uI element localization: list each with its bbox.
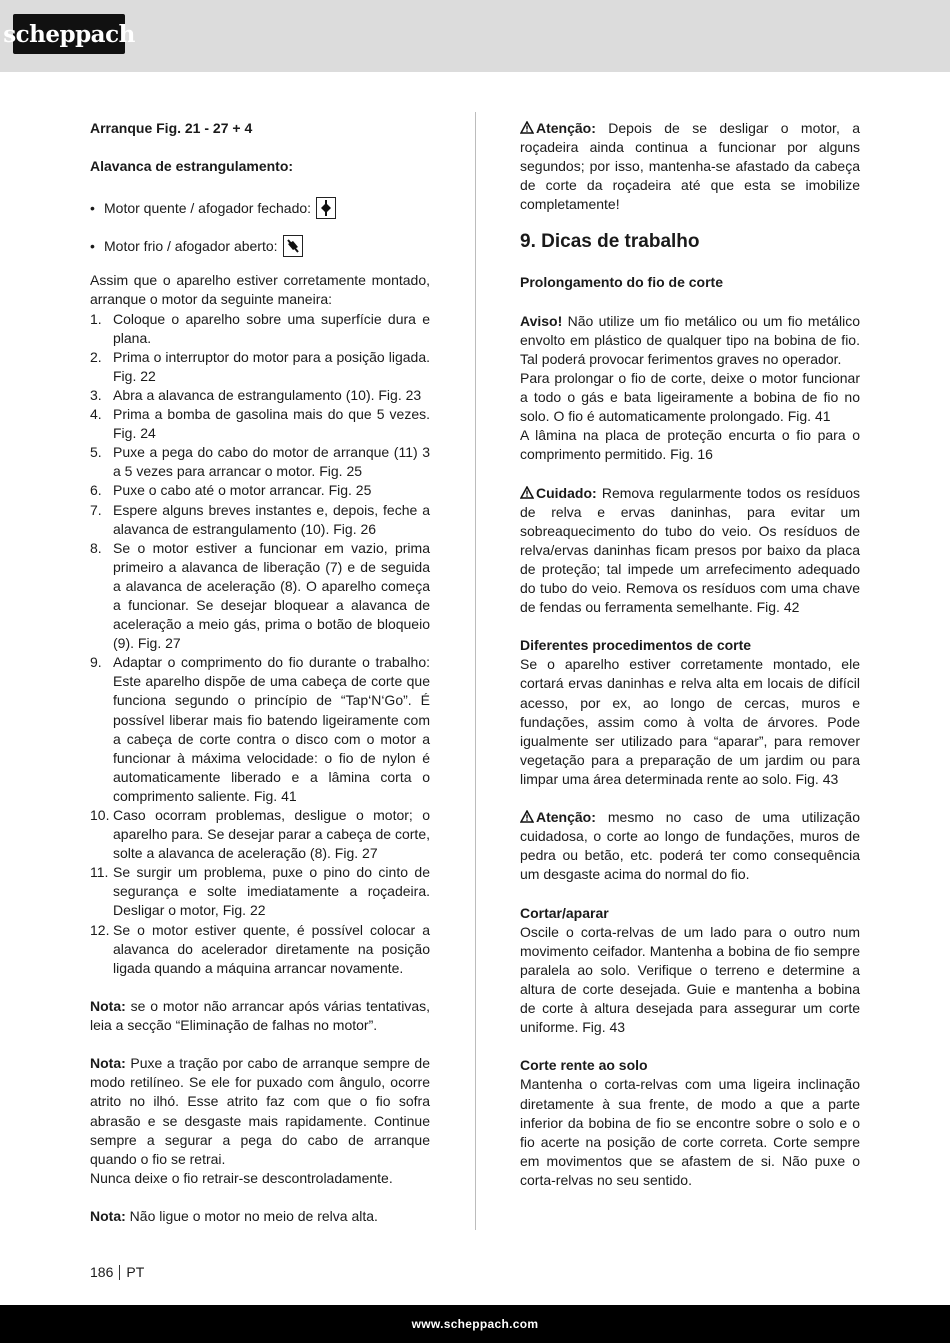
column-divider — [475, 112, 476, 1230]
bullet-cold-label: Motor frio / afogador aberto: — [104, 237, 278, 254]
left-column — [90, 119, 430, 1226]
ground-cut-text: Mantenha o corta-relvas com uma ligeira inclinação diretamente à sua frente, de modo a que a parte inferior da bobina de fio se encontre sobre o solo e o fio acerte na posição de corte correta. Corte sempre em movimentos que se afastem de si. Não puxe o corta-relvas no seu sentido. — [520, 1076, 860, 1188]
list-item: 12. Se o motor estiver quente, é possível colocar a alavanca do acelerador diretamente na posição ligada quando a máquina arrancar novamente. — [90, 921, 430, 976]
list-item: 1. Coloque o aparelho sobre uma superfície dura e plana. — [90, 310, 430, 346]
heading-choke: Alavanca de estrangulamento: — [90, 158, 294, 175]
right-column — [520, 119, 860, 1190]
warning-triangle-icon — [520, 121, 534, 134]
bullet-warm-label: Motor quente / afogador fechado: — [104, 199, 312, 216]
extension-text: Para prolongar o fio de corte, deixe o motor funcionar a todo o gás e bata ligeiramente a bobina de fio no solo. O fio é automaticamente prolongado. Fig. 41 — [520, 369, 860, 425]
website-url: www.scheppach.com — [411, 1317, 539, 1331]
attention-wear: Atenção: mesmo no caso de uma utilização cuidadosa, o corte ao longo de fundações, muros de pedra ou betão, etc. poderá ter como consequência um desgaste acima do normal do fio. — [520, 809, 860, 883]
list-item: 2. Prima o interruptor do motor para a posição ligada. Fig. 22 — [90, 348, 430, 384]
trim-text: Oscile o corta-relvas de um lado para o outro num movimento ceifador. Mantenha a bobina de fio sempre paralela ao solo. Verifique o terreno e determine a altura de corte desejada. Guie e mantenha a bobina de corte à altura desejada para assegurar um corte uniforme. Fig. 43 — [520, 923, 860, 1036]
note-pull-cord: Nota: Puxe a tração por cabo de arranque sempre de modo retilíneo. Se ele for puxado com ângulo, ocorre atrito no ilhó. Esse atrito faz com que o fio sofra abrasão e se desgaste mais rapidamente. Continue sempre a segurar a pega do cabo de arranque quando o fio se retrai. — [90, 1055, 430, 1167]
start-steps-list — [90, 310, 430, 978]
heading-start: Arranque Fig. 21 - 27 + 4 — [90, 120, 253, 136]
list-item: 10. Caso ocorram problemas, desligue o motor; o aparelho para. Se desejar parar a cabeça de corte, solte a alavanca de aceleração (8). Fig. 27 — [90, 807, 430, 862]
warning-triangle-icon — [520, 810, 534, 823]
list-item: 4. Prima a bomba de gasolina mais do que 5 vezes. Fig. 24 — [90, 406, 430, 442]
page-number: 186 — [90, 1264, 114, 1280]
warning-triangle-icon — [520, 486, 534, 499]
bottom-bar — [0, 1305, 950, 1343]
list-item: 3. Abra a alavanca de estrangulamento (10). Fig. 23 — [90, 386, 422, 403]
list-item: 11. Se surgir um problema, puxe o pino do cinto de segurança e solte imediatamente a roçadeira. Desligar o motor, Fig. 22 — [90, 864, 430, 919]
sub-procedures: Diferentes procedimentos de corte — [520, 637, 752, 654]
sub-line-extension: Prolongamento do fio de corte — [520, 274, 724, 291]
list-item: 5. Puxe a pega do cabo do motor de arranque (11) 3 a 5 vezes para arrancar o motor. Fig. 25 — [90, 444, 430, 480]
brand-logo: scheppach — [13, 14, 125, 54]
list-item: 8. Se o motor estiver a funcionar em vazio, prima primeiro a alavanca de liberação (7) e de seguida a alavanca de aceleração (8). O aparelho começa a funcionar. Se desejar bloquear a alavanca de aceleração a meio gás, prima o botão de bloqueio (9). Fig. 27 — [90, 539, 430, 652]
blade-text: A lâmina na placa de proteção encurta o fio para o comprimento permitido. Fig. 16 — [520, 427, 860, 463]
sub-trim: Cortar/aparar — [520, 904, 609, 921]
sub-ground-cut: Corte rente ao solo — [520, 1057, 648, 1074]
page-footer — [90, 1264, 144, 1280]
warning-metal-wire: Aviso! Não utilize um fio metálico ou um fio metálico envolto em plástico de qualquer tipo na bobina de fio. Tal poderá provocar ferimentos graves no operador. — [520, 312, 860, 367]
choke-closed-icon — [316, 197, 336, 219]
bullet-dot: • — [90, 199, 95, 216]
footer-separator — [119, 1265, 120, 1280]
list-item: 9. Adaptar o comprimento do fio durante o trabalho: Este aparelho dispõe de uma cabeça de corte que funciona segundo o princípio de “Tap‘N‘Go”. É possível liberar mais fio batendo ligeiramente com a cabeça de corte contra o disco com o motor a funcionar à máxima velocidade: o fio de nylon é automaticamente liberado e a lâmina corta o comprimento saliente. Fig. 41 — [90, 654, 430, 804]
attention-after-stop: Atenção: Depois de se desligar o motor, a roçadeira ainda continua a funcionar por alguns segundos; por isso, mantenha-se afastado da cabeça de corte da roçadeira até que esta se imobilize completamente! — [520, 120, 860, 213]
bullet-dot: • — [90, 237, 95, 254]
list-item: 6. Puxe o cabo até o motor arrancar. Fig. 25 — [90, 482, 372, 499]
note-tall-grass: Nota: Não ligue o motor no meio de relva alta. — [90, 1207, 378, 1224]
caution-residue: Cuidado: Remova regularmente todos os resíduos de relva e ervas daninhas, para evitar um sobreaquecimento do tubo do veio. Os resíduos de relva/ervas daninhas ficam presos por baixo da placa de proteção; tal impede um arrefecimento adequado do tubo do veio. Remova os resíduos com uma chave de fendas ou ferramenta semelhante. Fig. 42 — [520, 484, 860, 616]
note-pull-cord-extra: Nunca deixe o fio retrair-se descontroladamente. — [90, 1169, 393, 1186]
choke-open-icon — [283, 235, 303, 257]
header-bar — [0, 0, 950, 72]
note-no-start: Nota: se o motor não arrancar após várias tentativas, leia a secção “Eliminação de falhas no motor”. — [90, 997, 430, 1034]
section-title: 9. Dicas de trabalho — [520, 231, 700, 253]
bullet-cold-engine — [90, 233, 430, 259]
language-code: PT — [126, 1264, 145, 1280]
intro-text: Assim que o aparelho estiver corretamente montado, arranque o motor da seguinte maneira: — [90, 272, 430, 308]
list-item: 7. Espere alguns breves instantes e, depois, feche a alavanca de estrangulamento (10). Fig. 26 — [90, 501, 430, 537]
procedures-text: Se o aparelho estiver corretamente montado, ele cortará ervas daninhas e relva alta em locais de difícil acesso, por ex, ao longo de cercas, muros e fundações, assim como à volta de árvores. Pode igualmente ser utilizado para “aparar”, para remover vegetação para a preparação de um jardim ou para limpar uma área determinada rente ao solo. Fig. 43 — [520, 656, 860, 787]
bullet-warm-engine — [90, 195, 430, 221]
